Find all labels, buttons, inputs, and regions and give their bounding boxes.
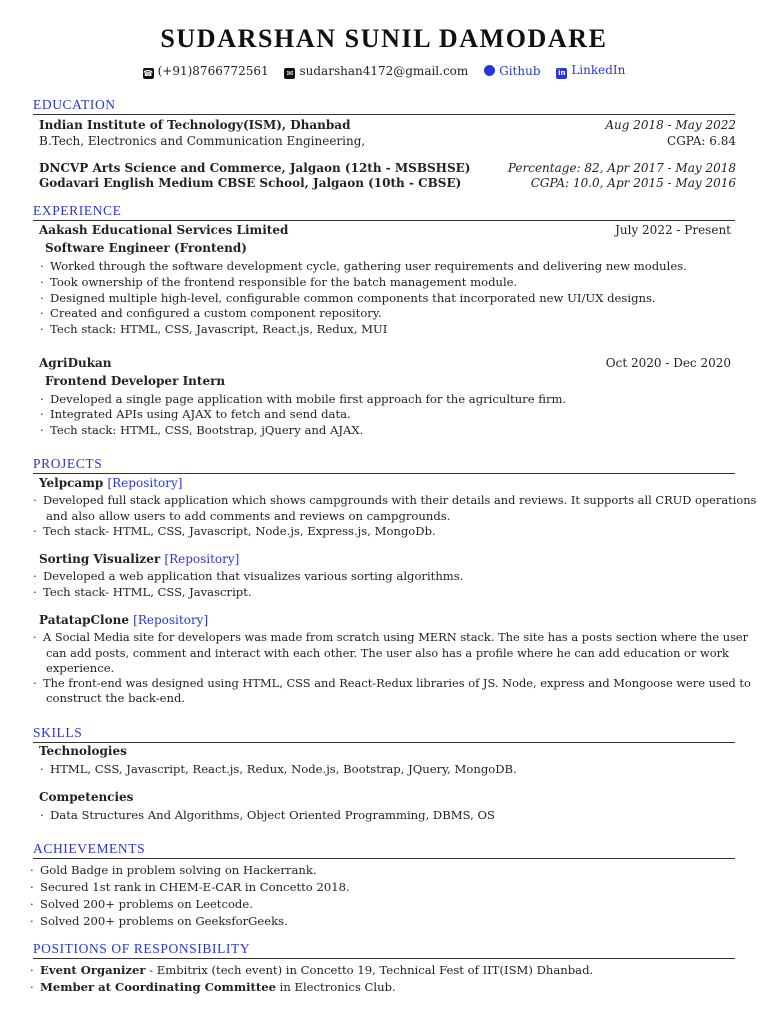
cgpa-text: CGPA: 6.84 [667, 134, 736, 148]
job-header [39, 356, 731, 370]
education-entry [39, 161, 736, 175]
contact-bar [0, 63, 768, 79]
list-item: · Gold Badge in problem solving on Hackerrank. [30, 863, 317, 877]
email-contact[interactable] [284, 64, 468, 79]
education-date: CGPA: 10.0, Apr 2015 - May 2016 [530, 176, 736, 190]
list-item: · Created and configured a custom component repository. [40, 306, 382, 320]
list-item: · Data Structures And Algorithms, Object Oriented Programming, DBMS, OS [40, 808, 495, 822]
list-item: · Secured 1st rank in CHEM-E-CAR in Concetto 2018. [30, 880, 350, 894]
list-item: · Tech stack: HTML, CSS, Javascript, React.js, Redux, MUI [40, 322, 388, 336]
job-date: July 2022 - Present [615, 223, 731, 237]
list-item-continuation: and also allow users to add comments and reviews on campgrounds. [46, 509, 451, 523]
skill-category-label: Technologies [39, 744, 127, 758]
list-item: · The front-end was designed using HTML, CSS and React-Redux libraries of JS. Node, express and Mongoose were used to [33, 676, 751, 690]
education-date: Aug 2018 - May 2022 [605, 118, 736, 132]
company-name: AgriDukan [39, 356, 112, 370]
project-title [39, 552, 736, 566]
section-title-projects: PROJECTS [33, 456, 735, 474]
school-name: Indian Institute of Technology(ISM), Dhanbad [39, 118, 351, 132]
linkedin-text: LinkedIn [571, 63, 626, 77]
job-date: Oct 2020 - Dec 2020 [605, 356, 731, 370]
degree-text: B.Tech, Electronics and Communication Engineering, [39, 134, 366, 148]
list-item: · Worked through the software development cycle, gathering user requirements and delivering new modules. [40, 259, 687, 273]
project-title [39, 476, 736, 490]
section-title-education: EDUCATION [33, 97, 735, 115]
job-header [39, 223, 731, 237]
job-role: Frontend Developer Intern [45, 374, 226, 388]
github-icon [484, 65, 495, 76]
school-name: Godavari English Medium CBSE School, Jalgaon (10th - CBSE) [39, 176, 462, 190]
section-title-achievements: ACHIEVEMENTS [33, 841, 735, 859]
list-item-continuation: experience. [46, 661, 115, 675]
project-name: PatatapClone [39, 613, 129, 627]
github-text: Github [499, 64, 541, 78]
list-item: · Designed multiple high-level, configurable common components that incorporated new UI/UX designs. [40, 291, 656, 305]
school-name: DNCVP Arts Science and Commerce, Jalgaon (12th - MSBSHSE) [39, 161, 471, 175]
repository-link[interactable]: [Repository] [164, 552, 240, 566]
list-item: · Solved 200+ problems on Leetcode. [30, 897, 253, 911]
job-role: Software Engineer (Frontend) [45, 241, 247, 255]
education-degree-row [39, 134, 736, 148]
company-name: Aakash Educational Services Limited [39, 223, 289, 237]
list-item: · A Social Media site for developers was made from scratch using MERN stack. The site has a posts section where the user [33, 630, 749, 644]
list-item: · Developed a single page application with mobile first approach for the agriculture firm. [40, 392, 567, 406]
section-title-experience: EXPERIENCE [33, 203, 735, 221]
education-date: Percentage: 82, Apr 2017 - May 2018 [507, 161, 736, 175]
list-item: · Solved 200+ problems on GeeksforGeeks. [30, 914, 288, 928]
skill-category-label: Competencies [39, 790, 134, 804]
list-item: · Developed a web application that visualizes various sorting algorithms. [33, 569, 464, 583]
candidate-name: SUDARSHAN SUNIL DAMODARE [160, 24, 608, 53]
education-entry [39, 118, 736, 132]
project-name: Sorting Visualizer [39, 552, 161, 566]
phone-icon: ☎ [143, 68, 154, 78]
list-item: · Event Organizer - Embitrix (tech event) in Concetto 19, Technical Fest of IIT(ISM) Dhanbad. [30, 963, 594, 977]
position-role: Event Organizer [40, 963, 146, 977]
project-title [39, 613, 736, 627]
phone-contact[interactable] [143, 64, 269, 79]
email-text: sudarshan4172@gmail.com [299, 63, 469, 78]
phone-text: (+91)8766772561 [157, 63, 269, 78]
list-item-continuation: construct the back-end. [46, 691, 186, 705]
linkedin-icon: in [558, 69, 566, 77]
repository-link[interactable]: [Repository] [107, 476, 183, 490]
list-item: · Integrated APIs using AJAX to fetch and send data. [40, 407, 351, 421]
section-title-positions: POSITIONS OF RESPONSIBILITY [33, 941, 735, 959]
list-item: · Tech stack- HTML, CSS, Javascript, Node.js, Express.js, MongoDb. [33, 524, 436, 538]
list-item: · Developed full stack application which shows campgrounds with their details and reviews. It supports all CRUD operations [33, 493, 757, 507]
list-item: · Member at Coordinating Committee in Electronics Club. [30, 980, 396, 994]
linkedin-link[interactable] [556, 63, 625, 79]
education-entry [39, 176, 736, 190]
section-title-skills: SKILLS [33, 725, 735, 743]
list-item: · Tech stack- HTML, CSS, Javascript. [33, 585, 252, 599]
list-item-continuation: can add posts, comment and interact with each other. The user also has a profile where he can add education or work [46, 646, 729, 660]
list-item: · HTML, CSS, Javascript, React.js, Redux, Node.js, Bootstrap, JQuery, MongoDB. [40, 762, 517, 776]
envelope-icon: ✉ [284, 68, 295, 79]
position-role: Member at Coordinating Committee [40, 980, 276, 994]
list-item: · Took ownership of the frontend responsible for the batch management module. [40, 275, 518, 289]
github-link[interactable] [484, 64, 540, 78]
list-item: · Tech stack: HTML, CSS, Bootstrap, jQuery and AJAX. [40, 423, 364, 437]
project-name: Yelpcamp [39, 476, 104, 490]
repository-link[interactable]: [Repository] [133, 613, 209, 627]
